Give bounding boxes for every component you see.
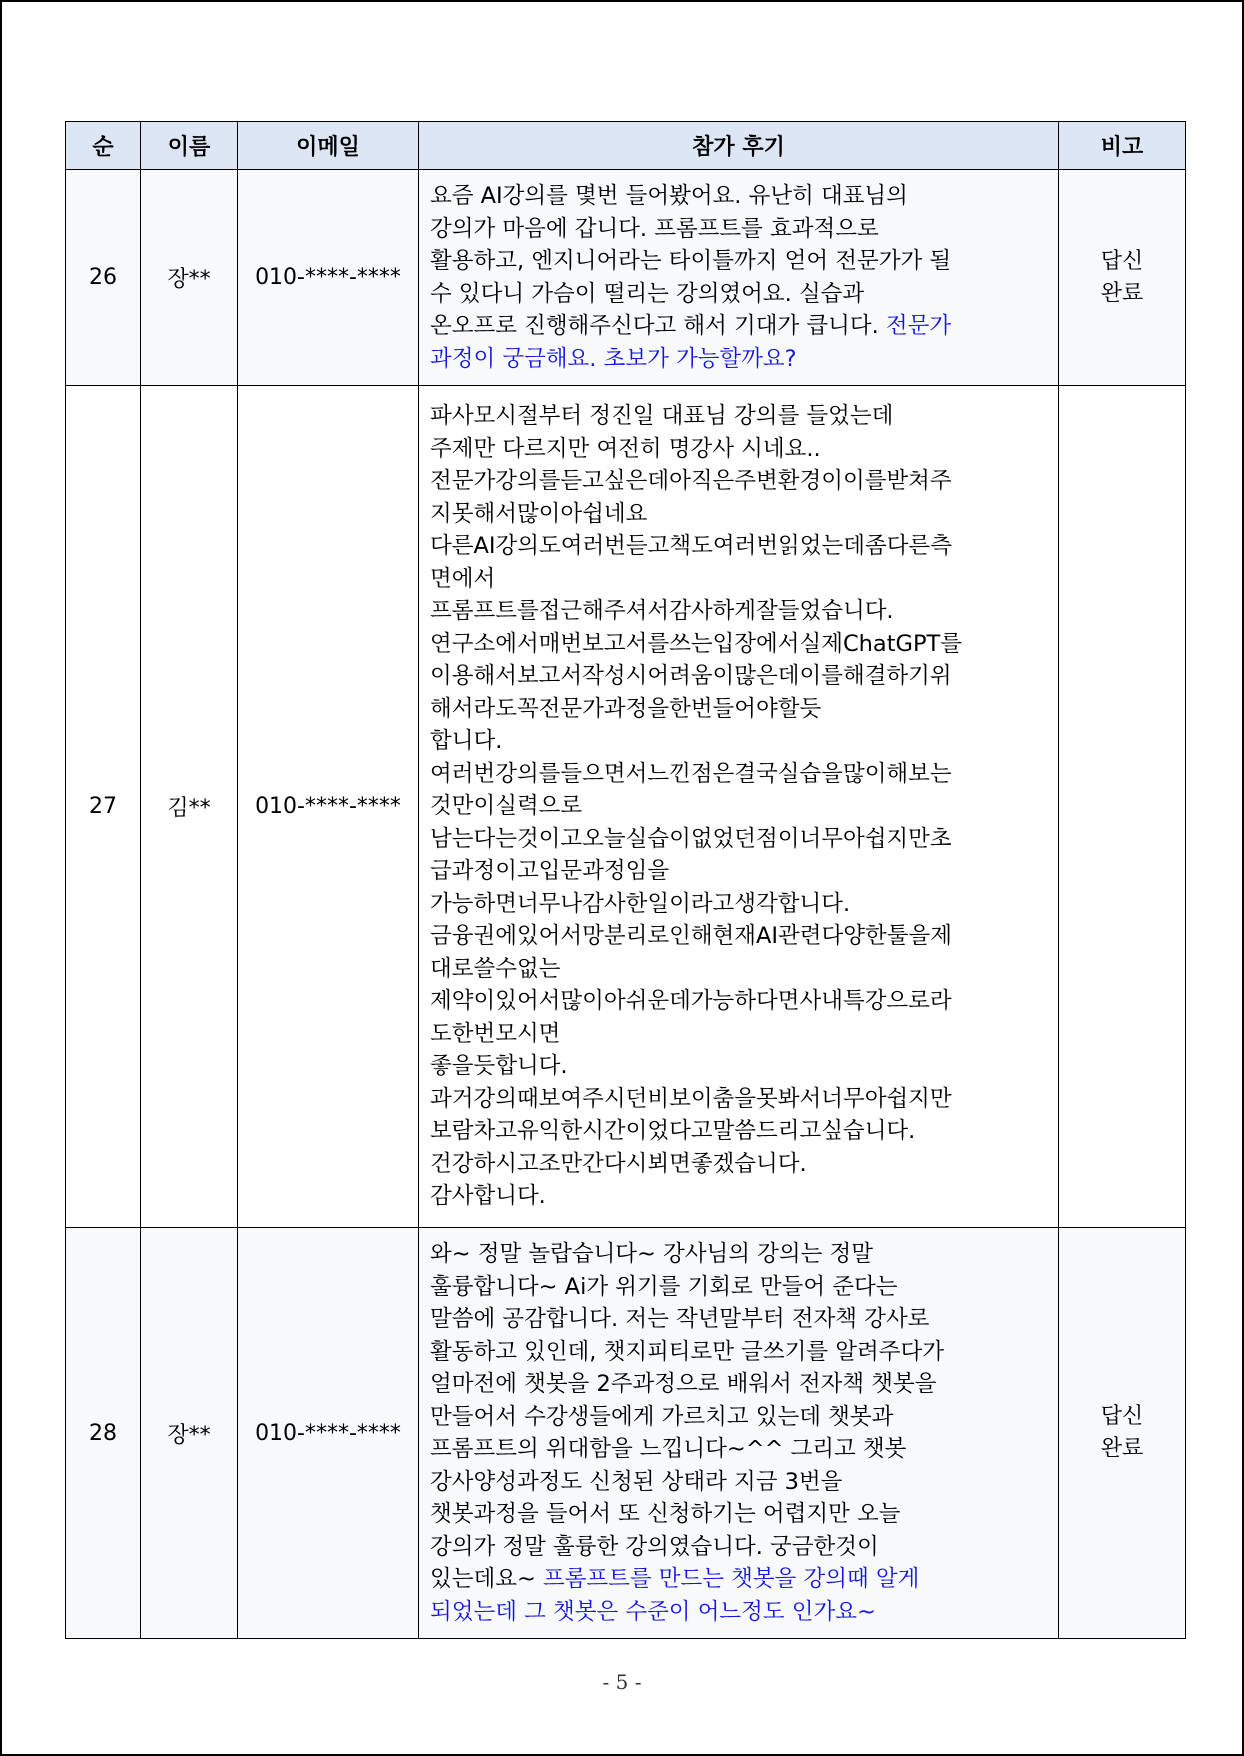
review-line: 제약이있어서많이아쉬운데가능하다면사내특강으로라 <box>430 988 952 1015</box>
review-line: 프롬프트의 위대함을 느낍니다~^^ 그리고 챗봇 <box>430 1436 907 1462</box>
review-line: 남는다는것이고오늘실습이없었던점이너무아쉽지만초 <box>430 825 952 852</box>
review-line: 만들어서 수강생들에게 가르치고 있는데 챗봇과 <box>430 1403 894 1430</box>
review-line: 활동하고 있인데, 챗지피티로만 글쓰기를 알려주다가 <box>430 1338 944 1365</box>
participant-name: 장** <box>141 170 238 386</box>
review-text <box>419 386 1059 1228</box>
review-line: 해서라도꼭전문가과정을한번들어야할듯 <box>430 695 822 722</box>
review-line: 이용해서보고서작성시어려움이많은데이를해결하기위 <box>430 663 952 690</box>
review-line-text: 온오프로 진행해주신다고 해서 기대가 큽니다. <box>430 313 879 339</box>
review-line: 지못해서많이아쉽네요 <box>430 500 648 527</box>
review-line: 전문가강의를듣고싶은데아직은주변환경이이를받쳐주 <box>430 468 952 495</box>
header-no: 순 <box>66 122 141 170</box>
review-line: 감사합니다. <box>430 1183 546 1210</box>
note-cell <box>1059 170 1186 386</box>
review-line: 강의가 마음에 갑니다. 프롬프트를 효과적으로 <box>430 215 879 242</box>
review-line: 면에서 <box>430 565 496 592</box>
review-highlight-line: 되었는데 그 챗봇은 수준이 어느정도 인가요~ <box>430 1598 876 1625</box>
page-number: - 5 - <box>602 1670 642 1694</box>
review-line: 금융권에있어서망분리로인해현재AI관련다양한툴을제 <box>430 923 952 950</box>
table-header-row <box>66 122 1186 170</box>
review-line: 수 있다니 가슴이 떨리는 강의였어요. 실습과 <box>430 280 865 307</box>
header-email: 이메일 <box>238 122 419 170</box>
review-line: 얼마전에 챗봇을 2주과정으로 배워서 전자책 챗봇을 <box>430 1371 937 1397</box>
row-number: 28 <box>66 1228 141 1639</box>
review-line: 가능하면너무나감사한일이라고생각합니다. <box>430 890 851 917</box>
note-status: 답신 <box>1100 248 1144 274</box>
table-row <box>66 386 1186 1228</box>
review-line: 파사모시절부터 정진일 대표님 강의를 들었는데 <box>430 403 894 430</box>
review-text <box>419 170 1059 386</box>
review-line: 프롬프트를접근해주셔서감사하게잘들었습니다. <box>430 598 894 625</box>
review-line: 합니다. <box>430 728 503 755</box>
review-line: 챗봇과정을 들어서 또 신청하기는 어렵지만 오늘 <box>430 1501 901 1527</box>
participant-phone: 010-****-**** <box>238 1228 419 1639</box>
header-review: 참가 후기 <box>419 122 1059 170</box>
review-line: 보람차고유익한시간이었다고말씀드리고싶습니다. <box>430 1118 916 1145</box>
review-line: 강의가 정말 훌륭한 강의였습니다. 궁금한것이 <box>430 1533 879 1560</box>
review-line <box>430 1563 1048 1596</box>
review-line: 와~ 정말 놀랍습니다~ 강사님의 강의는 정말 <box>430 1241 873 1267</box>
review-line: 대로쓸수없는 <box>430 955 561 982</box>
row-number: 27 <box>66 386 141 1228</box>
participant-phone: 010-****-**** <box>238 170 419 386</box>
review-line: 과거강의때보여주시던비보이춤을못봐서너무아쉽지만 <box>430 1085 952 1112</box>
review-line: 좋을듯합니다. <box>430 1053 568 1080</box>
note-status: 답신 <box>1100 1404 1144 1429</box>
review-highlight-line: 과정이 궁금해요. 초보가 가능할까요? <box>430 345 797 372</box>
review-line: 강사양성과정도 신청된 상태라 지금 3번을 <box>430 1468 843 1495</box>
review-highlight: 전문가 <box>885 313 952 339</box>
review-highlight: 프롬프트를 만드는 챗봇을 강의때 알게 <box>542 1566 920 1592</box>
note-cell <box>1059 386 1186 1228</box>
review-line: 연구소에서매번보고서를쓰는입장에서실제ChatGPT를 <box>430 630 963 657</box>
review-line <box>430 310 1048 343</box>
header-name: 이름 <box>141 122 238 170</box>
review-line: 도한번모시면 <box>430 1020 561 1047</box>
review-line: 활용하고, 엔지니어라는 타이틀까지 얻어 전문가가 될 <box>430 248 952 274</box>
table-row <box>66 170 1186 386</box>
review-text <box>419 1228 1059 1639</box>
review-line: 말씀에 공감합니다. 저는 작년말부터 전자책 강사로 <box>430 1306 930 1332</box>
review-line: 훌륭합니다~ Ai가 위기를 기회로 만들어 준다는 <box>430 1273 898 1300</box>
review-line: 다른AI강의도여러번듣고책도여러번읽었는데좀다른측 <box>430 533 952 560</box>
review-line: 요즘 AI강의를 몇번 들어봤어요. 유난히 대표님의 <box>430 183 908 209</box>
review-line: 급과정이고입문과정임을 <box>430 858 670 885</box>
note-status: 완료 <box>1100 280 1144 306</box>
row-number: 26 <box>66 170 141 386</box>
review-table <box>65 121 1186 1639</box>
review-line: 주제만 다르지만 여전히 명강사 시네요.. <box>430 435 821 462</box>
note-cell <box>1059 1228 1186 1639</box>
review-line: 여러번강의를들으면서느낀점은결국실습을많이해보는 <box>430 760 952 787</box>
review-line: 것만이실력으로 <box>430 793 583 820</box>
table-row <box>66 1228 1186 1639</box>
header-note: 비고 <box>1059 122 1186 170</box>
participant-name: 김** <box>141 386 238 1228</box>
note-status: 완료 <box>1100 1436 1144 1461</box>
participant-name: 장** <box>141 1228 238 1639</box>
participant-phone: 010-****-**** <box>238 386 419 1228</box>
review-line-text: 있는데요~ <box>430 1566 536 1592</box>
review-line: 건강하시고조만간다시뵈면좋겠습니다. <box>430 1150 807 1177</box>
